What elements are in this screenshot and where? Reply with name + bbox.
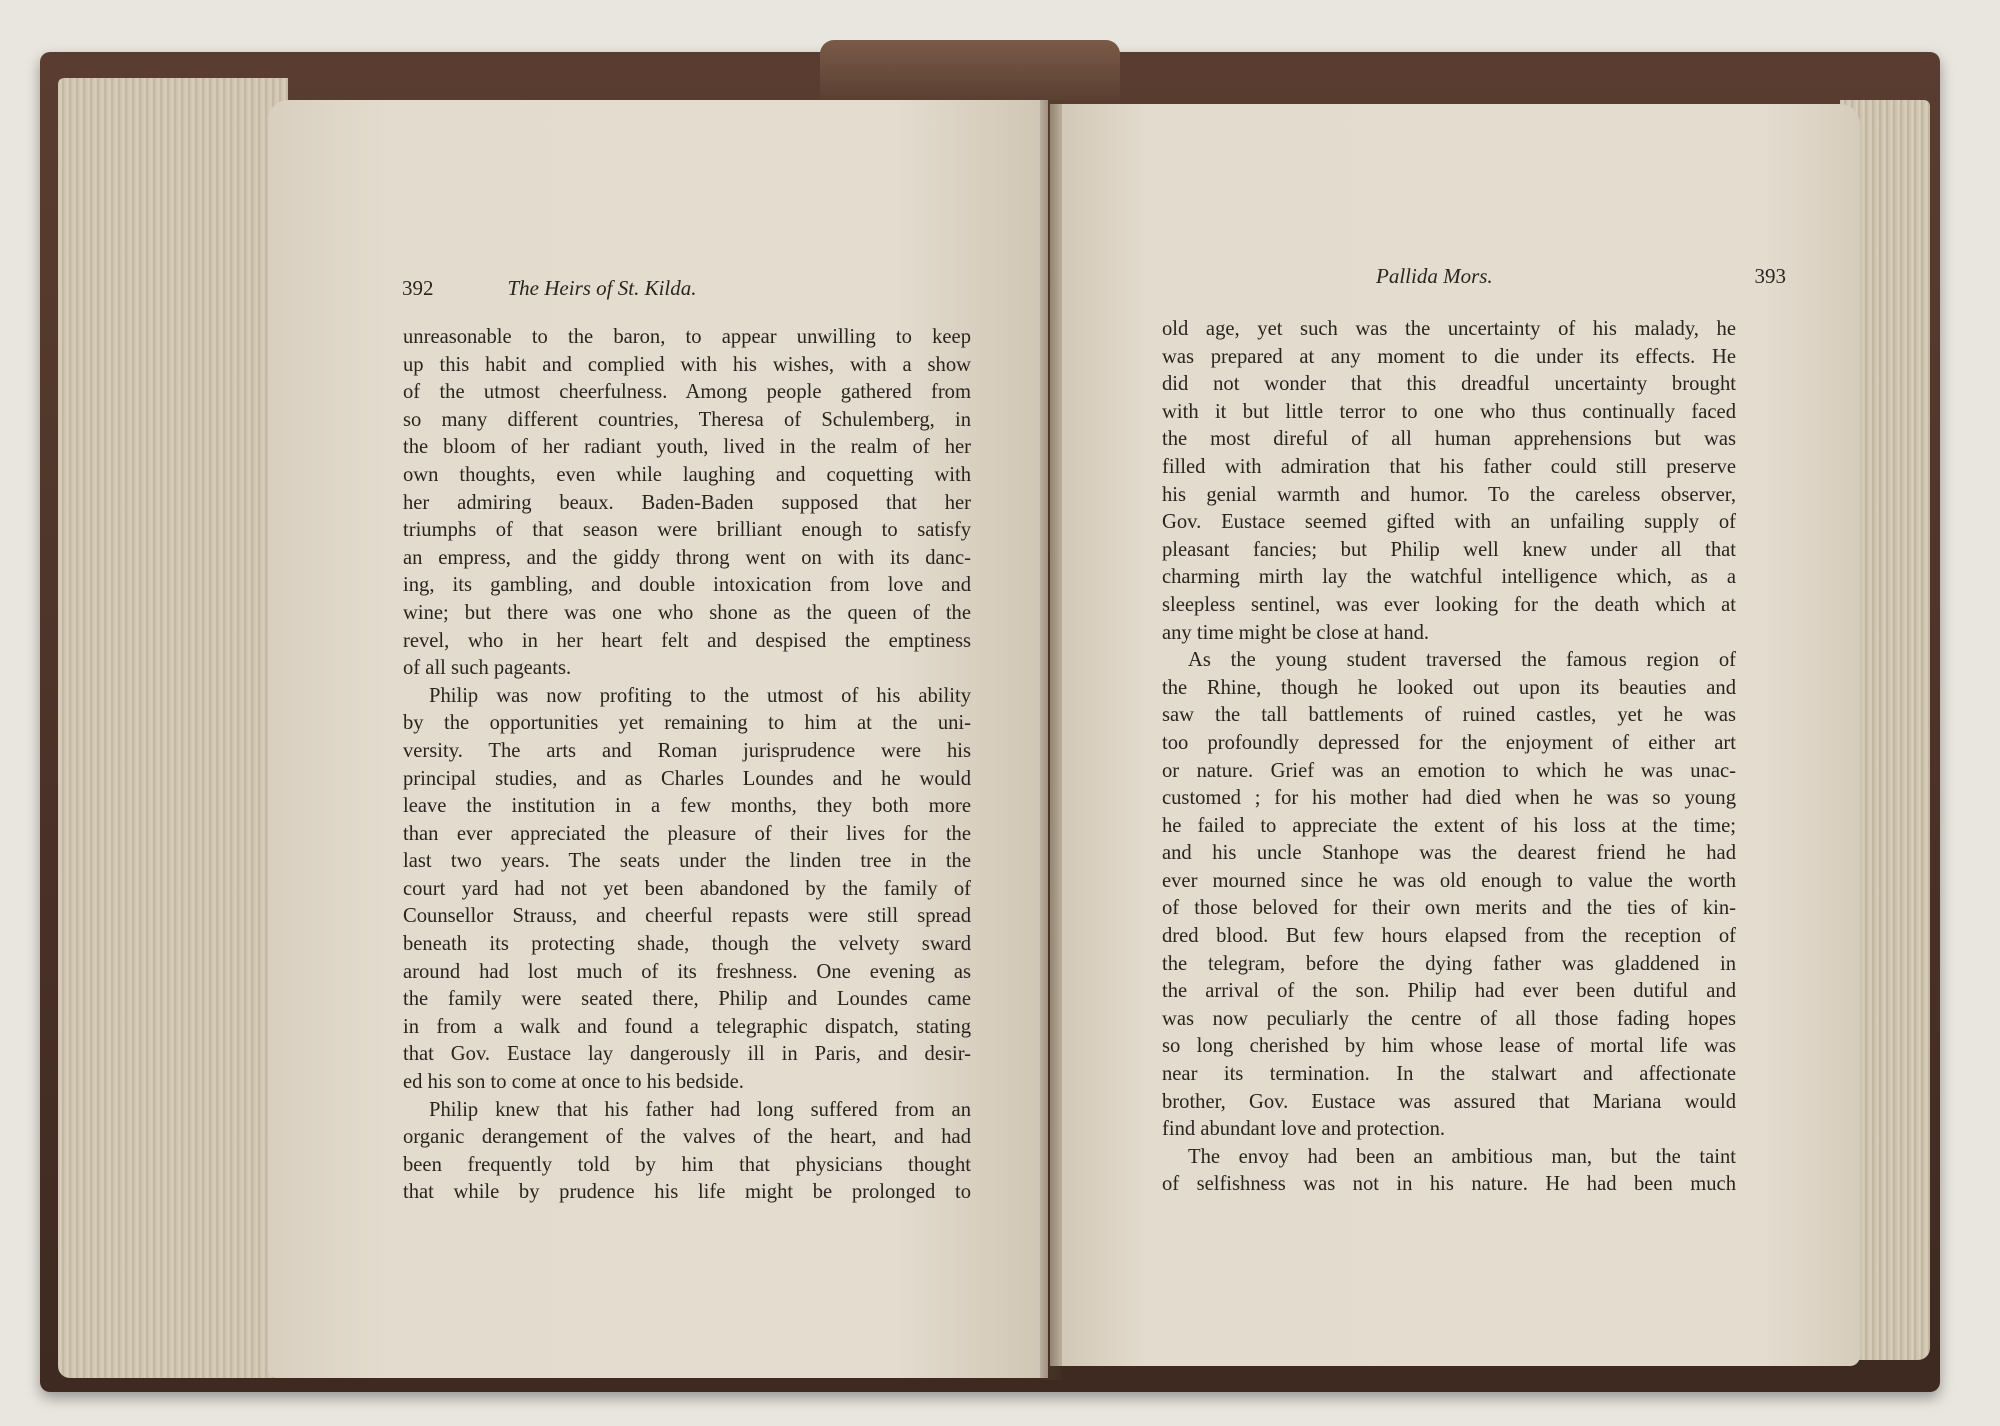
text-line: unreasonable to the baron, to appear unwilling to keep (403, 326, 971, 348)
left-page-number: 392 (402, 276, 434, 300)
right-running-title: Pallida Mors. (1376, 264, 1493, 288)
text-line: sleepless sentinel, was ever looking for the death which at (1162, 593, 1736, 616)
text-line: the arrival of the son. Philip had ever been dutiful and (1162, 980, 1736, 1003)
text-line: ever mourned since he was old enough to value the worth (1162, 869, 1736, 892)
right-page-header (1376, 264, 1786, 289)
text-line: pleasant fancies; but Philip well knew under all that (1162, 538, 1736, 561)
text-line: find abundant love and protection. (1162, 1118, 1446, 1141)
text-line: an empress, and the giddy throng went on with its danc- (403, 546, 971, 569)
text-line: any time might be close at hand. (1162, 621, 1430, 644)
text-line: ing, its gambling, and double intoxication from love and (403, 574, 971, 597)
left-page-header (402, 276, 802, 301)
text-line: his genial warmth and humor. To the careless observer, (1162, 483, 1736, 506)
text-line: did not wonder that this dreadful uncertainty brought (1162, 373, 1736, 396)
text-line: that Gov. Eustace lay dangerously ill in Paris, and desir- (403, 1043, 971, 1066)
text-line: of the utmost cheerfulness. Among people gathered from (403, 381, 971, 404)
text-line: As the young student traversed the famous region of (1188, 649, 1736, 672)
text-line: and his uncle Stanhope was the dearest friend he had (1162, 842, 1736, 865)
text-line: of selfishness was not in his nature. He had been much (1162, 1173, 1736, 1196)
text-line: the telegram, before the dying father was gladdened in (1162, 952, 1736, 975)
text-line: Counsellor Strauss, and cheerful repasts were still spread (403, 905, 971, 928)
text-line: too profoundly depressed for the enjoyment of either art (1162, 731, 1736, 754)
text-line: by the opportunities yet remaining to him at the uni- (403, 712, 971, 735)
text-line: wine; but there was one who shone as the queen of the (403, 601, 971, 624)
text-line: brother, Gov. Eustace was assured that Mariana would (1162, 1090, 1736, 1113)
text-line: was prepared at any moment to die under its effects. He (1162, 345, 1736, 368)
text-line: the bloom of her radiant youth, lived in the realm of her (403, 436, 971, 459)
text-line: been frequently told by him that physicians thought (403, 1153, 971, 1176)
text-line: saw the tall battlements of ruined castles, yet he was (1162, 704, 1736, 727)
text-line: old age, yet such was the uncertainty of his malady, he (1162, 318, 1736, 340)
text-line: was now peculiarly the centre of all those fading hopes (1162, 1007, 1736, 1030)
text-line: customed ; for his mother had died when he was so young (1162, 787, 1736, 810)
text-line: revel, who in her heart felt and despised the emptiness (403, 629, 971, 652)
text-line: own thoughts, even while laughing and coquetting with (403, 463, 971, 486)
left-page-edges (58, 78, 288, 1378)
text-line: beneath its protecting shade, though the velvety sward (403, 933, 971, 956)
text-line: up this habit and complied with his wishes, with a show (403, 353, 971, 376)
text-line: her admiring beaux. Baden-Baden supposed that her (403, 491, 971, 514)
text-line: court yard had not yet been abandoned by the family of (403, 877, 971, 900)
text-line: so long cherished by him whose lease of mortal life was (1162, 1035, 1736, 1058)
text-line: triumphs of that season were brilliant enough to satisfy (403, 519, 971, 542)
text-line: charming mirth lay the watchful intelligence which, as a (1162, 566, 1736, 589)
text-line: than ever appreciated the pleasure of their lives for the (403, 822, 971, 845)
book-spine (820, 40, 1120, 100)
text-line: the most direful of all human apprehensions but was (1162, 428, 1736, 451)
right-page-number: 393 (1754, 264, 1786, 288)
text-line: dred blood. But few hours elapsed from the reception of (1162, 925, 1736, 948)
text-line: so many different countries, Theresa of Schulemberg, in (403, 408, 971, 431)
text-line: of those beloved for their own merits and the ties of kin- (1162, 897, 1736, 920)
text-line: the Rhine, though he looked out upon its beauties and (1162, 676, 1736, 699)
text-line: or nature. Grief was an emotion to which he was unac- (1162, 759, 1736, 782)
text-line: Philip knew that his father had long suffered from an (429, 1098, 971, 1121)
text-line: near its termination. In the stalwart and affectionate (1162, 1063, 1736, 1086)
left-running-title: The Heirs of St. Kilda. (507, 276, 697, 300)
text-line: The envoy had been an ambitious man, but the taint (1188, 1145, 1736, 1168)
text-line: last two years. The seats under the linden tree in the (403, 850, 971, 873)
text-line: leave the institution in a few months, they both more (403, 795, 971, 818)
text-line: around had lost much of its freshness. One evening as (403, 960, 971, 983)
text-line: he failed to appreciate the extent of his loss at the time; (1162, 814, 1736, 837)
text-line: organic derangement of the valves of the heart, and had (403, 1126, 971, 1149)
text-line: of all such pageants. (403, 657, 572, 680)
text-line: principal studies, and as Charles Loundes and he would (403, 767, 971, 790)
text-line: with it but little terror to one who thus continually faced (1162, 400, 1736, 423)
text-line: ed his son to come at once to his bedside. (403, 1071, 744, 1094)
right-page-body (1162, 316, 1736, 1199)
text-line: Gov. Eustace seemed gifted with an unfailing supply of (1162, 511, 1736, 534)
text-line: Philip was now profiting to the utmost of his ability (429, 684, 971, 707)
text-line: in from a walk and found a telegraphic dispatch, stating (403, 1015, 971, 1038)
text-line: versity. The arts and Roman jurisprudence were his (403, 739, 971, 762)
text-line: filled with admiration that his father could still preserve (1162, 455, 1736, 478)
text-line: that while by prudence his life might be prolonged to (403, 1181, 971, 1204)
left-page-body (403, 324, 971, 1207)
text-line: the family were seated there, Philip and Loundes came (403, 988, 971, 1011)
book-gutter (1040, 100, 1062, 1380)
